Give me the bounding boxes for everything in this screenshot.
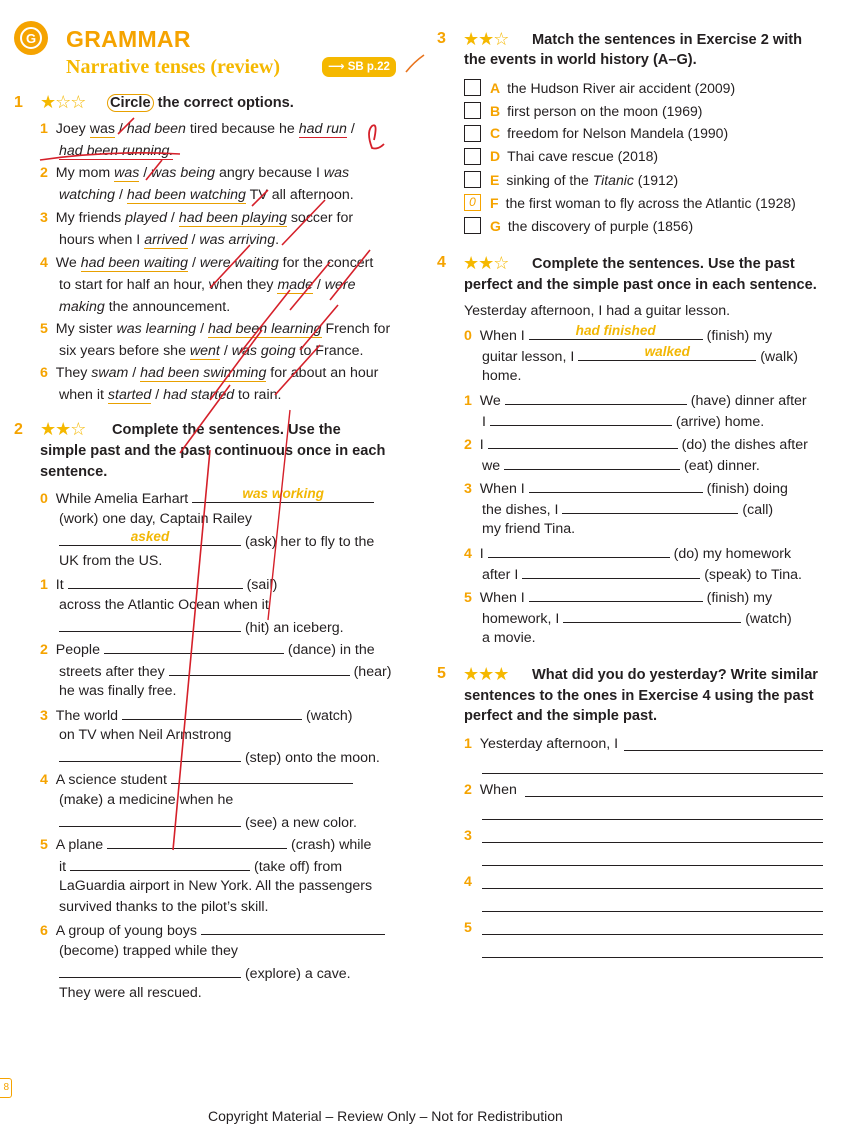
option[interactable]: arrived <box>144 232 188 248</box>
svg-text:G: G <box>25 31 37 46</box>
arrow-right-icon: ⟶ <box>328 61 348 73</box>
answer-blank[interactable] <box>192 487 374 503</box>
ex4-stars: ★★☆ <box>463 253 509 273</box>
ex5-stars: ★★★ <box>463 664 509 684</box>
ex5-item-3: 3 <box>464 828 472 844</box>
ex2-item-3-line2: on TV when Neil Armstrong <box>59 727 232 743</box>
answer-blank[interactable] <box>529 477 703 493</box>
ex4-item-3: 3 When I (finish) doing <box>464 477 788 501</box>
answer-blank[interactable] <box>490 410 672 426</box>
writing-line[interactable] <box>482 842 823 843</box>
ex1-item-2-line2: watching / had been watching TV all afternoon. <box>59 187 354 203</box>
option[interactable]: had started <box>163 387 235 403</box>
ex2-instruction-3: sentence. <box>40 464 108 480</box>
ex1-item-6-line2: when it started / had started to rain. <box>59 387 282 403</box>
option[interactable]: was <box>89 121 115 137</box>
ex4-item-5-line2: homework, I (watch) <box>482 607 792 631</box>
answer-checkbox[interactable] <box>464 125 481 142</box>
ex2-item-3-line3: (step) onto the moon. <box>59 746 380 770</box>
ex2-number: 2 <box>14 421 23 438</box>
ex2-item-0-line4: UK from the US. <box>59 553 163 569</box>
ex4-instruction-2: perfect and the simple past once in each sentence. <box>464 277 817 293</box>
answer-blank[interactable] <box>104 638 284 654</box>
answer-blank[interactable] <box>59 530 241 546</box>
option[interactable]: went <box>189 343 220 359</box>
grammar-logo-icon <box>14 21 48 55</box>
ex2-item-2-line2: streets after they (hear) <box>59 660 391 684</box>
ex4-item-3-line3: my friend Tina. <box>482 521 576 537</box>
option[interactable]: was arriving <box>199 232 276 248</box>
filled-answer: had finished <box>575 323 656 338</box>
ex4-item-0: 0 When I had finished (finish) my <box>464 323 773 344</box>
writing-line[interactable] <box>482 888 823 889</box>
option[interactable]: was learning <box>116 321 197 337</box>
ex2-item-6-line4: They were all rescued. <box>59 985 202 1001</box>
answer-blank[interactable] <box>171 768 353 784</box>
option[interactable]: swam <box>91 365 129 381</box>
writing-line[interactable] <box>482 934 823 935</box>
ex4-intro: Yesterday afternoon, I had a guitar lesson. <box>464 303 731 319</box>
writing-line[interactable] <box>482 865 823 866</box>
filled-answer: was working <box>242 486 324 501</box>
ex1-instruction <box>107 93 294 114</box>
ex1-item-3: 3 My friends played / had been playing soccer for <box>40 210 354 226</box>
ex4-item-5-line3: a movie. <box>482 630 536 646</box>
answer-blank[interactable] <box>70 855 250 871</box>
ex4-item-4-line2: after I (speak) to Tina. <box>482 563 802 587</box>
option[interactable]: had been <box>126 121 186 137</box>
option[interactable]: was going <box>231 343 296 359</box>
ex2-item-1: 1 It (sail) <box>40 573 277 597</box>
option[interactable]: had been waiting <box>80 255 189 271</box>
ex5-instruction-2: sentences to the ones in Exercise 4 using the past <box>464 688 814 704</box>
sb-reference-badge[interactable] <box>322 57 396 77</box>
answer-blank[interactable] <box>563 607 741 623</box>
option[interactable]: had been swimming <box>140 365 267 381</box>
ex2-item-2: 2 People (dance) in the <box>40 638 375 662</box>
answer-blank[interactable] <box>107 833 287 849</box>
option[interactable]: had been playing <box>178 210 287 226</box>
ex3-instruction-1: Match the sentences in Exercise 2 with <box>532 32 803 48</box>
ex3-instruction-2: the events in world history (A–G). <box>464 52 697 68</box>
answer-blank[interactable] <box>578 345 756 361</box>
ex2-stars: ★★☆ <box>40 419 86 439</box>
ex2-item-1-line2: across the Atlantic Ocean when it <box>59 597 269 613</box>
answer-blank[interactable] <box>201 919 385 935</box>
ex2-item-5: 5 A plane (crash) while <box>40 833 371 857</box>
option[interactable]: was <box>114 165 140 181</box>
ex2-item-0: 0 While Amelia Earhart was working <box>40 487 374 511</box>
writing-line[interactable] <box>482 957 823 958</box>
ex2-item-5-line4: survived thanks to the pilot’s skill. <box>59 899 269 915</box>
answer-blank[interactable] <box>169 660 350 676</box>
ex2-instruction-1: Complete the sentences. Use the <box>112 422 341 438</box>
section-title: GRAMMAR <box>66 26 191 52</box>
answer-blank[interactable] <box>529 324 703 340</box>
answer-checkbox[interactable] <box>464 102 481 119</box>
orange-check-mark <box>406 55 424 72</box>
answer-blank[interactable] <box>68 573 243 589</box>
ex1-item-4-line3: making the announcement. <box>59 299 231 315</box>
ex5-item-2: 2 When <box>464 782 517 798</box>
writing-line[interactable] <box>482 911 823 912</box>
writing-line[interactable] <box>482 819 823 820</box>
answer-blank[interactable] <box>488 433 678 449</box>
option[interactable]: had run <box>298 121 347 137</box>
writing-line[interactable] <box>482 773 823 774</box>
page-number: 8 <box>0 1078 12 1098</box>
ex5-number: 5 <box>437 665 446 682</box>
answer-checkbox[interactable] <box>464 171 481 188</box>
ex4-instruction-1: Complete the sentences. Use the past <box>532 256 795 272</box>
answer-blank[interactable] <box>59 962 241 978</box>
ex5-instruction-1: What did you do yesterday? Write similar <box>532 667 818 683</box>
ex5-item-4: 4 <box>464 874 472 890</box>
answer-blank[interactable] <box>488 542 670 558</box>
ex1-item-5: 5 My sister was learning / had been learning French for <box>40 321 391 337</box>
answer-blank[interactable] <box>505 389 687 405</box>
answer-blank[interactable] <box>59 811 241 827</box>
ex4-item-2: 2 I (do) the dishes after <box>464 433 808 457</box>
ex1-circle-word: Circle <box>107 94 154 112</box>
answer-blank[interactable] <box>562 498 738 514</box>
sb-reference-text: SB p.22 <box>347 61 390 73</box>
ex4-item-1: 1 We (have) dinner after <box>464 389 807 413</box>
option[interactable]: played <box>125 210 167 226</box>
writing-line[interactable] <box>624 750 823 751</box>
ex1-item-1-line2 <box>59 141 173 163</box>
answer-blank[interactable] <box>529 586 703 602</box>
copyright-notice: Copyright Material – Review Only – Not for Redistribution <box>208 1108 563 1124</box>
ex5-item-1: 1 Yesterday afternoon, I <box>464 736 619 752</box>
ex1-item-4-line2: to start for half an hour, when they made / were <box>59 277 356 293</box>
answer-checkbox[interactable]: 0 <box>464 194 481 211</box>
ex1-number: 1 <box>14 94 23 111</box>
ex2-item-3: 3 The world (watch) <box>40 704 353 728</box>
ex2-item-5-line2: it (take off) from <box>59 855 342 879</box>
writing-line[interactable] <box>525 796 823 797</box>
answer-blank[interactable] <box>59 616 241 632</box>
ex4-item-0-line2: guitar lesson, I walked (walk) <box>482 344 799 365</box>
answer-checkbox[interactable] <box>464 148 481 165</box>
option[interactable]: was being <box>151 165 216 181</box>
option[interactable]: were waiting <box>199 255 279 271</box>
option[interactable]: had been learning <box>207 321 322 337</box>
ex4-item-5: 5 When I (finish) my <box>464 586 772 610</box>
ex1-stars: ★☆☆ <box>40 92 86 112</box>
answer-blank[interactable] <box>59 746 241 762</box>
ex2-item-6: 6 A group of young boys <box>40 919 385 943</box>
option[interactable]: started <box>107 387 152 403</box>
ex1-item-4: 4 We had been waiting / were waiting for the concert <box>40 255 374 271</box>
ex4-item-1-line2: I (arrive) home. <box>482 410 764 434</box>
ex2-item-6-line3: (explore) a cave. <box>59 962 351 986</box>
ex1-item-6: 6 They swam / had been swimming for about an hour <box>40 365 379 381</box>
ex2-item-4-line2: (make) a medicine when he <box>59 792 234 808</box>
ex4-item-0-line3: home. <box>482 368 522 384</box>
ex2-item-4: 4 A science student <box>40 768 353 792</box>
option[interactable]: were <box>324 277 356 293</box>
ex5-instruction-3: perfect and the simple past. <box>464 708 658 724</box>
ex1-item-2: 2 My mom was / was being angry because I was <box>40 165 350 181</box>
answer-blank[interactable] <box>522 563 700 579</box>
ex3-number: 3 <box>437 30 446 47</box>
ex2-item-6-line2: (become) trapped while they <box>59 943 239 959</box>
answer-checkbox[interactable] <box>464 79 481 96</box>
filled-answer: walked <box>644 344 690 359</box>
answer-blank[interactable] <box>504 454 680 470</box>
option[interactable]: made <box>277 277 313 293</box>
filled-answer: asked <box>130 529 170 544</box>
ex4-number: 4 <box>437 254 446 271</box>
ex1-item-3-line2: hours when I arrived / was arriving. <box>59 232 280 248</box>
ex4-item-3-line2: the dishes, I (call) <box>482 498 773 522</box>
option[interactable]: had been running. <box>59 143 174 159</box>
ex2-item-1-line3: (hit) an iceberg. <box>59 616 344 640</box>
ex4-item-2-line2: we (eat) dinner. <box>482 454 760 478</box>
ex2-item-0-line3: asked (ask) her to fly to the <box>59 530 374 554</box>
ex2-item-5-line3: LaGuardia airport in New York. All the passengers <box>59 878 373 894</box>
ex1-item-5-line2: six years before she went / was going to France. <box>59 343 364 359</box>
answer-blank[interactable] <box>122 704 302 720</box>
ex5-item-5: 5 <box>464 920 472 936</box>
ex4-item-4: 4 I (do) my homework <box>464 542 791 566</box>
section-subtitle: Narrative tenses (review) <box>66 56 280 78</box>
answer-checkbox[interactable] <box>464 217 481 234</box>
ex3-stars: ★★☆ <box>463 29 509 49</box>
option[interactable]: was <box>323 165 350 181</box>
ex2-item-4-line3: (see) a new color. <box>59 811 357 835</box>
ex2-item-0-line2: (work) one day, Captain Railey <box>59 511 252 527</box>
ex1-item-1: 1 Joey was / had been tired because he had run / <box>40 121 355 137</box>
option[interactable]: had been watching <box>126 187 246 203</box>
ex2-instruction-2: simple past and the past continuous once in each <box>40 443 386 459</box>
ex2-item-2-line3: he was finally free. <box>59 683 177 699</box>
ex1-instruction-rest: the correct options. <box>157 95 294 111</box>
